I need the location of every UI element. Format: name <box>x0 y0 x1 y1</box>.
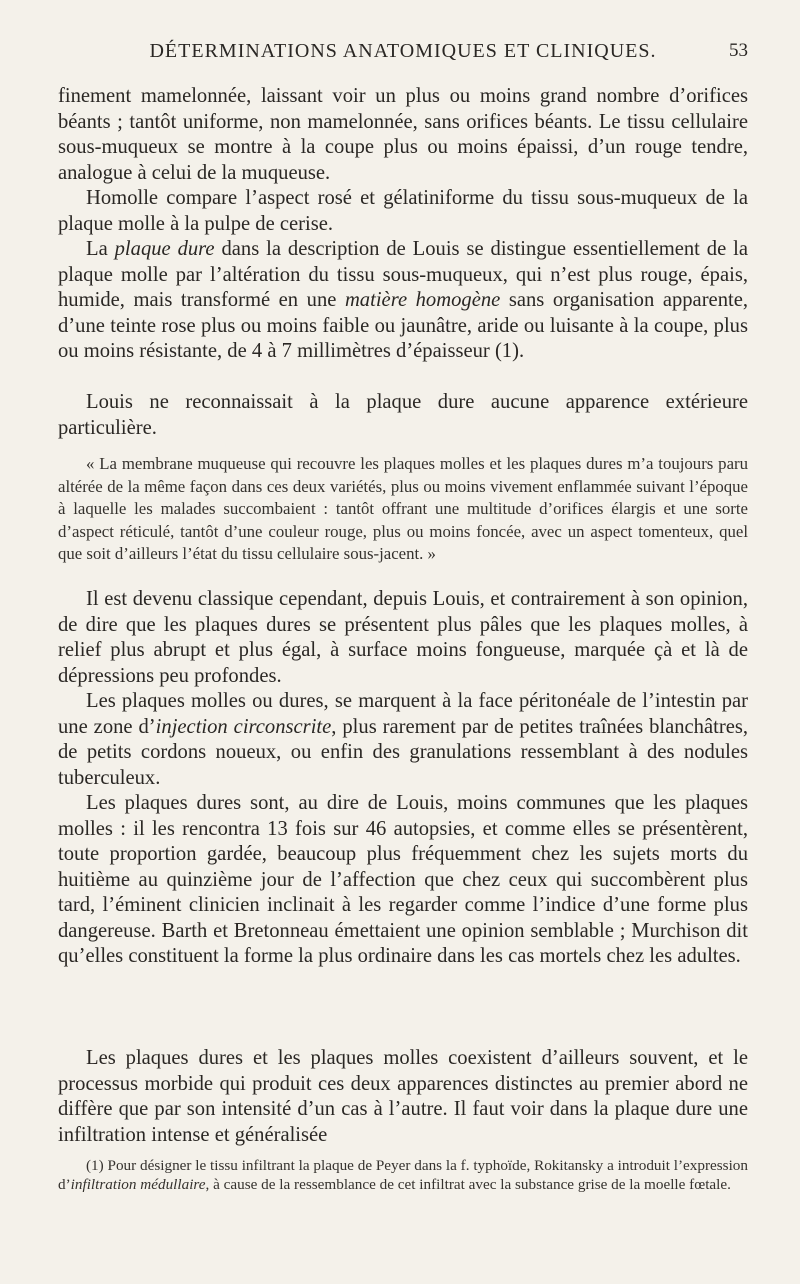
running-title: DÉTERMINATIONS ANATOMIQUES ET CLINIQUES. <box>149 40 657 62</box>
paragraph-6-text-b: , plus rarement par de petites traînées blanchâtres, de petits cordons noueux, ou enfin des granulations ressemblant à des nodules tuberculeux. <box>58 715 749 789</box>
paragraph-8: Les plaques dures et les plaques molles coexistent d’ailleurs souvent, et le processus morbide qui produit ces deux apparences distinctes au premier abord ne diffère que par son intensité d’un cas à l’autre. Il faut voir dans la plaque dure une infiltration intense et généralisée <box>58 1047 748 1146</box>
paragraph-6 <box>58 689 748 791</box>
paragraph-4: Louis ne reconnaissait à la plaque dure aucune apparence extérieure particulière. <box>58 391 748 439</box>
paragraph-5: Il est devenu classique cependant, depuis Louis, et contrairement à son opinion, de dire que les plaques dures se présentent plus pâles que les plaques molles, à relief plus abrupt et plus égal, à surface moins fongueuse, marquée çà et là de dépressions peu profondes. <box>58 588 748 687</box>
term-injection-circonscrite: injection circonscrite <box>155 715 332 738</box>
footnote-text-a: (1) Pour désigner le tissu infiltrant la plaque de Peyer dans la f. typhoïde, Rokitansky a introduit l’expression d’ <box>58 1157 748 1193</box>
term-plaque-dure: plaque dure <box>114 238 215 260</box>
page-number: 53 <box>729 40 748 61</box>
louis-quotation: « La membrane muqueuse qui recouvre les plaques molles et les plaques dures m’a toujours paru altérée de la même façon dans ces deux variétés, plus ou moins vivement enflammée suivant l’époque à laquelle les malades succombaient : tantôt offrant une multitude d’orifices élargis et une sorte d’aspect réticulé, tantôt d’une couleur rouge, plus ou moins foncée, avec un aspect tomenteux, quel que soit d’ailleurs l’état du tissu cellulaire sous-jacent. » <box>58 454 748 563</box>
term-infiltration-medullaire: infiltration médullaire <box>70 1176 206 1193</box>
footnote-text-b: , à cause de la ressemblance de cet infiltrat avec la substance grise de la moelle fœtale. <box>205 1176 731 1193</box>
term-matiere-homogene: matière homogène <box>344 289 501 311</box>
paragraph-7: Les plaques dures sont, au dire de Louis, moins communes que les plaques molles : il les rencontra 13 fois sur 46 autopsies, et comme elles se présentèrent, toute proportion gardée, beaucoup plus fréquemment chez les sujets morts du huitième au quinzième jour de l’affection que chez ceux qui succombèrent plus tard, l’éminent clinicien inclinait à les regarder comme l’indice d’une forme plus dangereuse. Barth et Bretonneau émettaient une opinion semblable ; Murchison dit qu’elles constituent la forme la plus ordinaire dans les cas mortels chez les adultes. <box>58 792 748 967</box>
paragraph-3-text-a: La <box>86 238 115 260</box>
paragraph-3-text-c: sans organisation apparente, d’une teinte rose plus ou moins faible ou jaunâtre, aride ou luisante à la coupe, plus ou moins résistante, de 4 à 7 millimètres d’épaisseur (1). <box>58 289 749 362</box>
book-page <box>58 0 748 1284</box>
paragraph-3-text-b: dans la description de Louis se distingue essentiellement de la plaque molle par l’altération du tissu sous-muqueux, qui n’est plus rouge, épais, humide, mais transformé en une <box>58 238 749 311</box>
paragraph-3 <box>58 237 748 365</box>
running-head <box>58 40 748 70</box>
paragraph-2: Homolle compare l’aspect rosé et gélatiniforme du tissu sous-muqueux de la plaque molle à la pulpe de cerise. <box>58 187 748 235</box>
footnote <box>58 1156 748 1194</box>
paragraph-1: finement mamelonnée, laissant voir un plus ou moins grand nombre d’orifices béants ; tantôt uniforme, non mamelonnée, sans orifices béants. Le tissu cellulaire sous-muqueux se montre à la coupe plus ou moins épaissi, d’un rouge tendre, analogue à celui de la muqueuse. <box>58 85 748 184</box>
paragraph-6-text-a: Les plaques molles ou dures, se marquent à la face péritonéale de l’intestin par une zone d’ <box>58 690 748 738</box>
